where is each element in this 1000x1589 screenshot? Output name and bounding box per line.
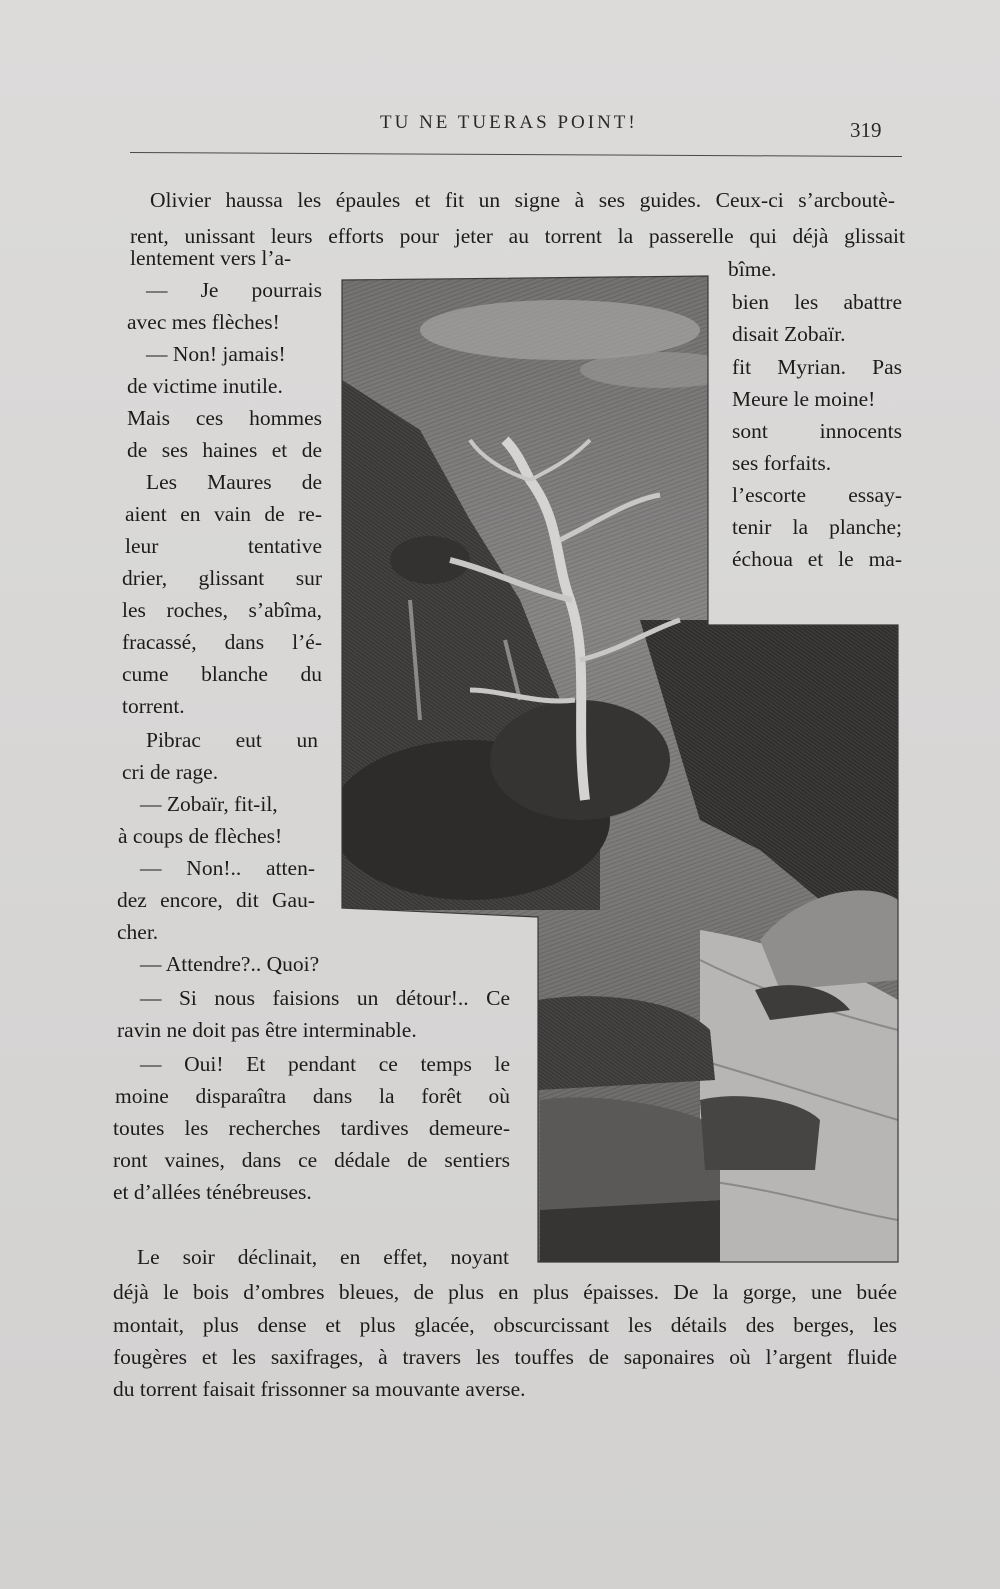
text-line: lentement vers l’a- bbox=[130, 246, 292, 270]
text-line: — Zobaïr, fit-il, bbox=[140, 792, 278, 816]
text-line: ses forfaits. bbox=[732, 451, 832, 475]
text-line: leur tentative bbox=[125, 534, 322, 558]
text-line: l’escorte essay- bbox=[732, 483, 902, 507]
text-line: dez encore, dit Gau- bbox=[117, 888, 315, 912]
text-line: et d’allées ténébreuses. bbox=[113, 1180, 312, 1204]
text-line: échoua et le ma- bbox=[732, 547, 902, 571]
text-line: Mais ces hommes bbox=[127, 406, 322, 430]
text-line: — Je pourrais bbox=[146, 278, 322, 302]
text-line: Les Maures de bbox=[146, 470, 322, 494]
text-line: bîme. bbox=[728, 257, 777, 281]
text-line: rent, unissant leurs efforts pour jeter au torrent la passerelle qui déjà glissait bbox=[130, 224, 905, 248]
text-line: — Non!.. atten- bbox=[140, 856, 315, 880]
text-line: sont innocents bbox=[732, 419, 902, 443]
text-line: — Oui! Et pendant ce temps le bbox=[140, 1052, 510, 1076]
text-line: Pibrac eut un bbox=[146, 728, 318, 752]
text-line: de victime inutile. bbox=[127, 374, 283, 398]
text-line: montait, plus dense et plus glacée, obscurcissant les détails des berges, les bbox=[113, 1313, 897, 1337]
text-line: déjà le bois d’ombres bleues, de plus en plus épaisses. De la gorge, une buée bbox=[113, 1280, 897, 1304]
text-line: à coups de flèches! bbox=[118, 824, 283, 848]
text-line: fougères et les saxifrages, à travers les touffes de saponaires où l’argent fluide bbox=[113, 1345, 897, 1369]
text-line: du torrent faisait frissonner sa mouvante averse. bbox=[113, 1377, 526, 1401]
text-line: drier, glissant sur bbox=[122, 566, 322, 590]
text-line: aient en vain de re- bbox=[125, 502, 322, 526]
running-title: TU NE TUERAS POINT! bbox=[380, 112, 638, 133]
text-line: ravin ne doit pas être interminable. bbox=[117, 1018, 417, 1042]
text-line: cher. bbox=[117, 920, 159, 944]
text-line: Olivier haussa les épaules et fit un signe à ses guides. Ceux-ci s’arcboutè- bbox=[150, 188, 895, 212]
text-line: disait Zobaïr. bbox=[732, 322, 846, 346]
text-line: Le soir déclinait, en effet, noyant bbox=[137, 1245, 509, 1269]
text-line: — Attendre?.. Quoi? bbox=[140, 952, 320, 976]
text-line: moine disparaîtra dans la forêt où bbox=[115, 1084, 510, 1108]
text-line: — Si nous faisions un détour!.. Ce bbox=[140, 986, 510, 1010]
text-line: cume blanche du bbox=[122, 662, 322, 686]
text-line: fracassé, dans l’é- bbox=[122, 630, 322, 654]
text-line: avec mes flèches! bbox=[127, 310, 280, 334]
text-line: tenir la planche; bbox=[732, 515, 902, 539]
text-line: Meure le moine! bbox=[732, 387, 876, 411]
text-line: cri de rage. bbox=[122, 760, 219, 784]
text-line: de ses haines et de bbox=[127, 438, 322, 462]
text-line: torrent. bbox=[122, 694, 185, 718]
text-line: ront vaines, dans ce dédale de sentiers bbox=[113, 1148, 510, 1172]
text-line: fit Myrian. Pas bbox=[732, 355, 902, 379]
text-line: les roches, s’abîma, bbox=[122, 598, 322, 622]
text-line: bien les abattre bbox=[732, 290, 902, 314]
text-line: — Non! jamais! bbox=[146, 342, 286, 366]
text-line: toutes les recherches tardives demeure- bbox=[113, 1116, 510, 1140]
page-number: 319 bbox=[850, 118, 882, 142]
